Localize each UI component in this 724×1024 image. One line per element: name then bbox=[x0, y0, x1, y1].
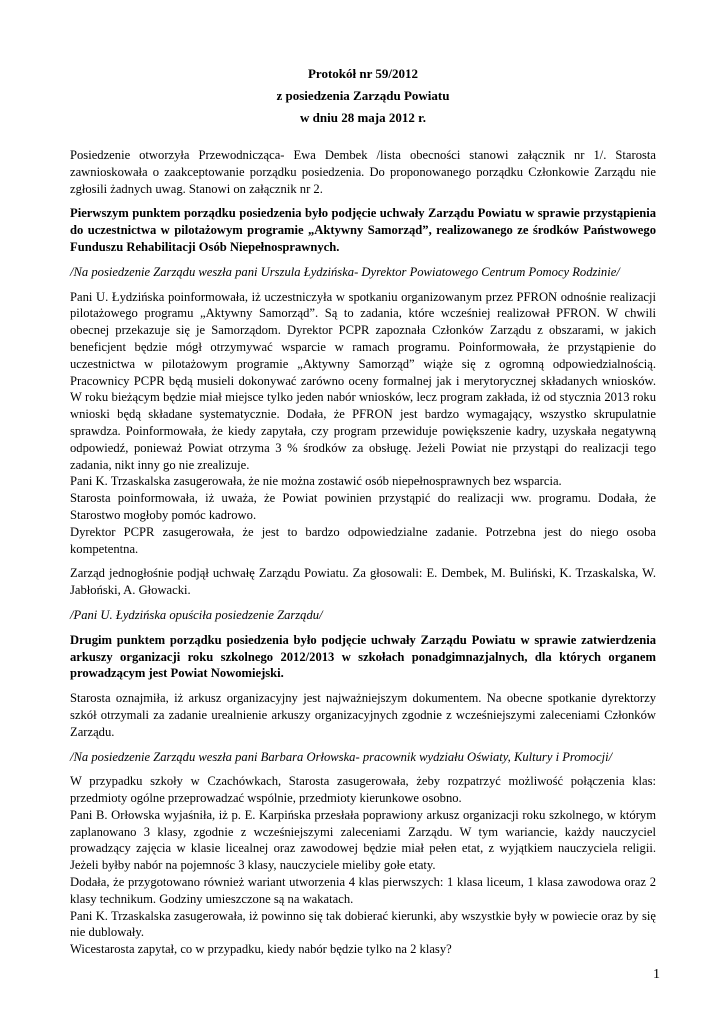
paragraph-trzaskalska-1: Pani K. Trzaskalska zasugerowała, że nie można zostawić osób niepełnosprawnych bez wsparcia. bbox=[70, 474, 562, 489]
paragraph-orlowska-1: Pani B. Orłowska wyjaśniła, iż p. E. Karpińska przesłała poprawiony arkusz organizacji roku szkolnego, w którym zaplanowano 3 klasy, zgodnie z wcześniejszymi zaleceniami Zarządu. W tym wariancie, każdy nauczyciel prowadzący zajęcia w klasie licealnej oraz zawodowej będzie miał pełen etat, z wyjątkiem nauczyciela religii. Jeżeli byłby nabór na pojemnośc 3 klasy, nauczyciele mieliby gołe etaty. bbox=[70, 807, 656, 873]
title-line-protocol: Protokół nr 59/2012 bbox=[307, 66, 419, 81]
note-entry-lydzinska: /Na posiedzenie Zarządu weszła pani Urszula Łydzińska- Dyrektor Powiatowego Centrum Pomocy Rodzinie/ bbox=[70, 264, 620, 279]
paragraph-starosta-1: Starosta poinformowała, iż uważa, że Powiat powinien przystąpić do realizacji ww. programu. Dodała, że Starostwo mogłoby pomóc kadrowo. bbox=[70, 491, 656, 522]
paragraph-starosta-2: Starosta oznajmiła, iż arkusz organizacyjny jest najważniejszym dokumentem. Na obecne spotkanie dyrektorzy szkół otrzymali za zadanie urealnienie arkuszy organizacyjnych zgodnie z wcześniejszymi zaleceniami Członków Zarządu. bbox=[70, 691, 656, 739]
document-title bbox=[70, 63, 656, 129]
page-number: 1 bbox=[653, 967, 660, 982]
note-exit-lydzinska: /Pani U. Łydzińska opuściła posiedzenie Zarządu/ bbox=[70, 607, 323, 622]
paragraph-czachowki: W przypadku szkoły w Czachówkach, Starosta zasugerowała, żeby rozpatrzyć możliwość połączenia klas: przedmioty ogólne przeprowadzać wspólnie, przedmioty kierunkowe osobno. bbox=[70, 774, 656, 806]
paragraph-wicestarosta: Wicestarosta zapytał, co w przypadku, kiedy nabór będzie tylko na 2 klasy? bbox=[70, 942, 452, 957]
paragraph-orlowska-2: Dodała, że przygotowano również wariant utworzenia 4 klas pierwszych: 1 klasa liceum, 1 klasa zawodowa oraz 2 klasy technikum. Godziny umieszczone są na wakatach. bbox=[70, 875, 656, 906]
agenda-item-2-heading: Drugim punktem porządku posiedzenia było podjęcie uchwały Zarządu Powiatu w sprawie zatwierdzenia arkuszy organizacji roku szkolnego 2012/2013 w szkołach ponadgimnazjalnych, dla których organem prowadzącym jest Powiat Nowomiejski. bbox=[70, 632, 656, 681]
paragraph-opening: Posiedzenie otworzyła Przewodnicząca- Ewa Dembek /lista obecności stanowi załącznik nr 1/. Starosta zawnioskowała o zaakceptowanie porządku posiedzenia. Do proponowanego porządku Członkowie Zarządu nie zgłosili żadnych uwag. Stanowi on załącznik nr 2. bbox=[70, 148, 656, 196]
paragraph-vote-1: Zarząd jednogłośnie podjął uchwałę Zarządu Powiatu. Za głosowali: E. Dembek, M. Buliński, K. Trzaskalska, W. Jabłoński, A. Głowacki. bbox=[70, 566, 656, 598]
paragraph-lydzinska-report: Pani U. Łydzińska poinformowała, iż uczestniczyła w spotkaniu organizowanym przez PFRON odnośnie realizacji pilotażowego programu „Aktywny Samorząd”. Są to zadania, które wcześniej realizował PFRON. W chwili obecnej przekazuje się je Samorządom. Dyrektor PCPR zapoznała Członków Zarządu z obszarami, w jakich beneficjent będzie mógł otrzymywać wsparcie w ramach programu. Poinformowała, że przystąpienie do uczestnictwa w pilotażowym programie „Aktywny Samorząd” wiąże się z ogromną odpowiedzialnością. Pracownicy PCPR będą musieli dokonywać zarówno oceny formalnej jak i merytorycznej składanych wniosków. W roku bieżącym będzie miał miejsce tylko jeden nabór wniosków, lecz program zakłada, iż od stycznia 2013 roku wnioski będą składane systematycznie. Dodała, że PFRON jest bardzo wymagający, wszystko skrupulatnie sprawdza. Poinformowała, że kiedy zapytała, czy program przewiduje powiększenie kadry, uzyskała negatywną odpowiedź, ponieważ Powiat otrzyma 3 % środków za obsługę. Jeżeli Powiat nie przystąpi do realizacji tego zadania, nikt inny go nie zrealizuje. bbox=[70, 289, 656, 472]
paragraph-trzaskalska-2: Pani K. Trzaskalska zasugerowała, iż powinno się tak dobierać kierunki, aby wszystkie były w powiecie oraz by się nie dublowały. bbox=[70, 908, 656, 940]
paragraph-dyrektor-pcpr: Dyrektor PCPR zasugerowała, że jest to bardzo odpowiedzialne zadanie. Potrzebna jest do niego osoba kompetentna. bbox=[70, 524, 656, 556]
agenda-item-1-heading: Pierwszym punktem porządku posiedzenia było podjęcie uchwały Zarządu Powiatu w sprawie przystąpienia do uczestnictwa w pilotażowym programie „Aktywny Samorząd”, realizowanego ze środków Państwowego Funduszu Rehabilitacji Osób Niepełnosprawnych. bbox=[70, 206, 656, 254]
note-entry-orlowska: /Na posiedzenie Zarządu weszła pani Barbara Orłowska- pracownik wydziału Oświaty, Kultury i Promocji/ bbox=[70, 749, 613, 764]
title-line-date: w dniu 28 maja 2012 r. bbox=[300, 110, 426, 125]
title-line-meeting: z posiedzenia Zarządu Powiatu bbox=[276, 88, 450, 103]
document-body bbox=[70, 63, 656, 958]
